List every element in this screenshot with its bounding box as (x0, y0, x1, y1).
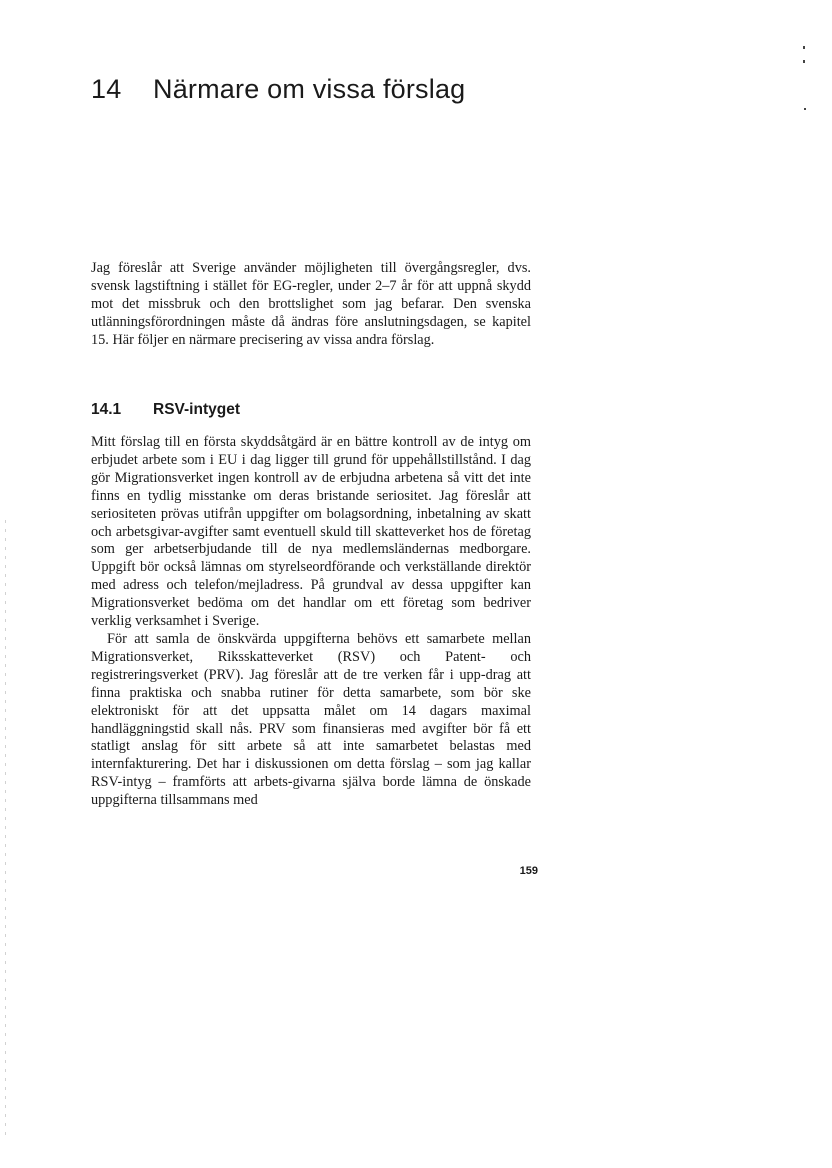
section-body (91, 434, 531, 810)
section-title: RSV-intyget (153, 401, 240, 418)
body-paragraph: För att samla de önskvärda uppgifterna behövs ett samarbete mellan Migrationsverket, Riksskatteverket (RSV) och Patent- och registreringsverket (PRV). Jag föreslår att de tre verken får i upp-drag att finna praktiska och snabba rutiner för detta samarbete, som bör ske elektroniskt för att det uppsatta målet om 14 dagars maximal handläggningstid skall nås. PRV som finansieras med avgifter bör få ett statligt anslag för sitt arbete så att inte samarbetet belastas med internfakturering. Det har i diskussionen om detta förslag – som jag kallar RSV-intyg – framförts att arbets-givarna själva borde lämna de önskade uppgifterna tillsammans med (91, 630, 531, 809)
chapter-number: 14 (91, 74, 122, 104)
page-number: 159 (519, 865, 538, 877)
scan-mark (804, 108, 806, 110)
intro-paragraph: Jag föreslår att Sverige använder möjligheten till övergångsregler, dvs. svensk lagstiftning i stället för EG-regler, under 2–7 år för att uppnå skydd mot det missbruk och den brottslighet som jag befarar. Den svenska utlänningsförordningen måste då ändras före anslutningsdagen, se kapitel 15. Här följer en närmare precisering av vissa andra förslag. (91, 260, 531, 348)
scan-mark (803, 60, 805, 63)
body-paragraph: Mitt förslag till en första skyddsåtgärd är en bättre kontroll av de intyg om erbjudet arbete som i EU i dag ligger till grund för uppehållstillstånd. I dag gör Migrationsverket ingen kontroll av de erbjudna arbetena så vitt det inte finns en tydlig misstanke om deras bristande seriositet. Jag föreslår att seriositeten prövas utifrån uppgifter om bolagsordning, inbetalning av skatt och arbetsgivar-avgifter samt eventuell skuld till skatteverket hos de företag som ger arbetserbjudande till de nya medlemsländernas medborgare. Uppgift bör också lämnas om styrelseordförande och verkställande direktör med adress och telefon/mejladress. På grundval av dessa uppgifter kan Migrationsverket bedöma om det handlar om ett företag som bedriver verklig verksamhet i Sverige. (91, 434, 531, 630)
scan-mark (803, 46, 805, 49)
section-heading (91, 401, 240, 419)
section-number: 14.1 (91, 401, 122, 418)
chapter-title: Närmare om vissa förslag (153, 74, 466, 104)
scan-edge-artifact (5, 520, 6, 1140)
chapter-heading (91, 74, 465, 105)
